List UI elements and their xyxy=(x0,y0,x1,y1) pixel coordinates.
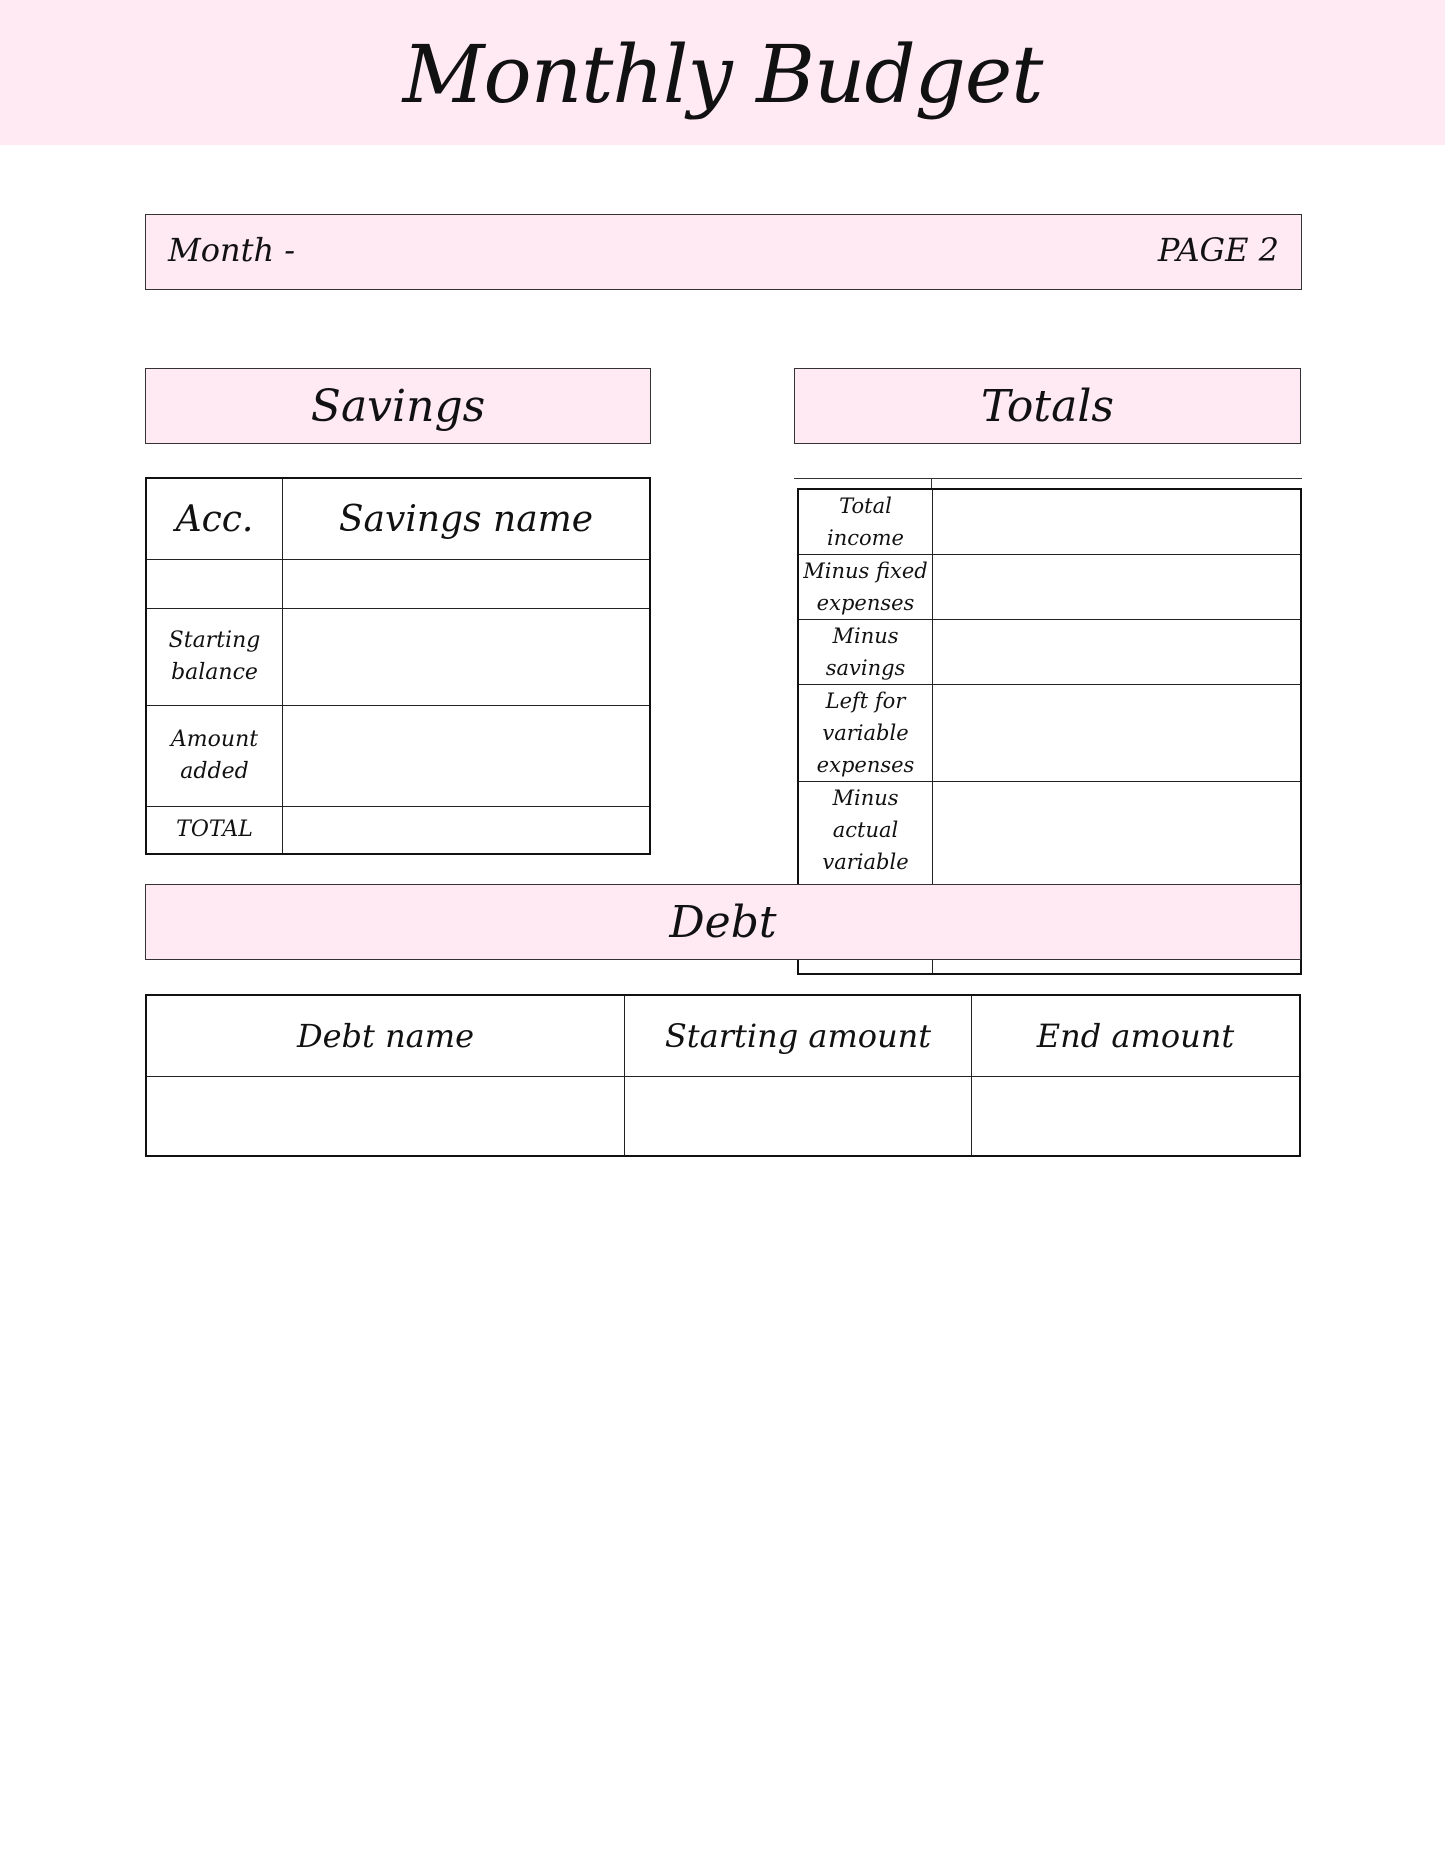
starting-balance-label: Starting balance xyxy=(146,609,283,706)
amount-added-label: Amount added xyxy=(146,706,283,807)
table-row xyxy=(798,489,1301,555)
starting-balance-cell[interactable] xyxy=(283,609,651,706)
debt-name-header: Debt name xyxy=(146,995,625,1077)
title-band xyxy=(0,0,1445,145)
starting-amount-header: Starting amount xyxy=(625,995,972,1077)
savings-total-label: TOTAL xyxy=(146,807,283,855)
savings-name-cell[interactable] xyxy=(283,560,651,609)
table-row xyxy=(146,609,650,706)
totals-header: Totals xyxy=(794,368,1301,444)
minus-fixed-expenses-label: Minus fixed expenses xyxy=(798,555,933,620)
month-bar xyxy=(145,214,1302,290)
totals-top-tick xyxy=(931,478,932,488)
minus-savings-label: Minus savings xyxy=(798,620,933,685)
table-row xyxy=(146,706,650,807)
savings-acc-cell[interactable] xyxy=(146,560,283,609)
page-number-label: PAGE 2 xyxy=(1157,231,1279,269)
total-income-cell[interactable] xyxy=(933,489,1302,555)
minus-actual-variable-label: Minus actual variable xyxy=(798,782,933,911)
total-income-label: Total income xyxy=(798,489,933,555)
savings-total-cell[interactable] xyxy=(283,807,651,855)
totals-top-rule xyxy=(794,478,1302,479)
amount-added-cell[interactable] xyxy=(283,706,651,807)
minus-fixed-expenses-cell[interactable] xyxy=(933,555,1302,620)
savings-header-row xyxy=(146,478,650,560)
table-row xyxy=(798,685,1301,782)
table-row xyxy=(798,620,1301,685)
table-row xyxy=(146,560,650,609)
end-amount-header: End amount xyxy=(972,995,1301,1077)
debt-header-row xyxy=(146,995,1300,1077)
starting-amount-cell[interactable] xyxy=(625,1077,972,1157)
left-for-variable-label: Left for variable expenses xyxy=(798,685,933,782)
debt-name-cell[interactable] xyxy=(146,1077,625,1157)
month-label: Month - xyxy=(168,231,296,269)
savings-name-header: Savings name xyxy=(283,478,651,560)
end-amount-cell[interactable] xyxy=(972,1077,1301,1157)
debt-header: Debt xyxy=(145,884,1301,960)
savings-acc-header: Acc. xyxy=(146,478,283,560)
table-row xyxy=(146,1077,1300,1157)
table-row xyxy=(798,555,1301,620)
savings-header: Savings xyxy=(145,368,651,444)
minus-savings-cell[interactable] xyxy=(933,620,1302,685)
debt-table xyxy=(145,994,1301,1157)
table-row xyxy=(146,807,650,855)
savings-table xyxy=(145,477,651,855)
page-title: Monthly Budget xyxy=(402,28,1043,121)
left-for-variable-cell[interactable] xyxy=(933,685,1302,782)
